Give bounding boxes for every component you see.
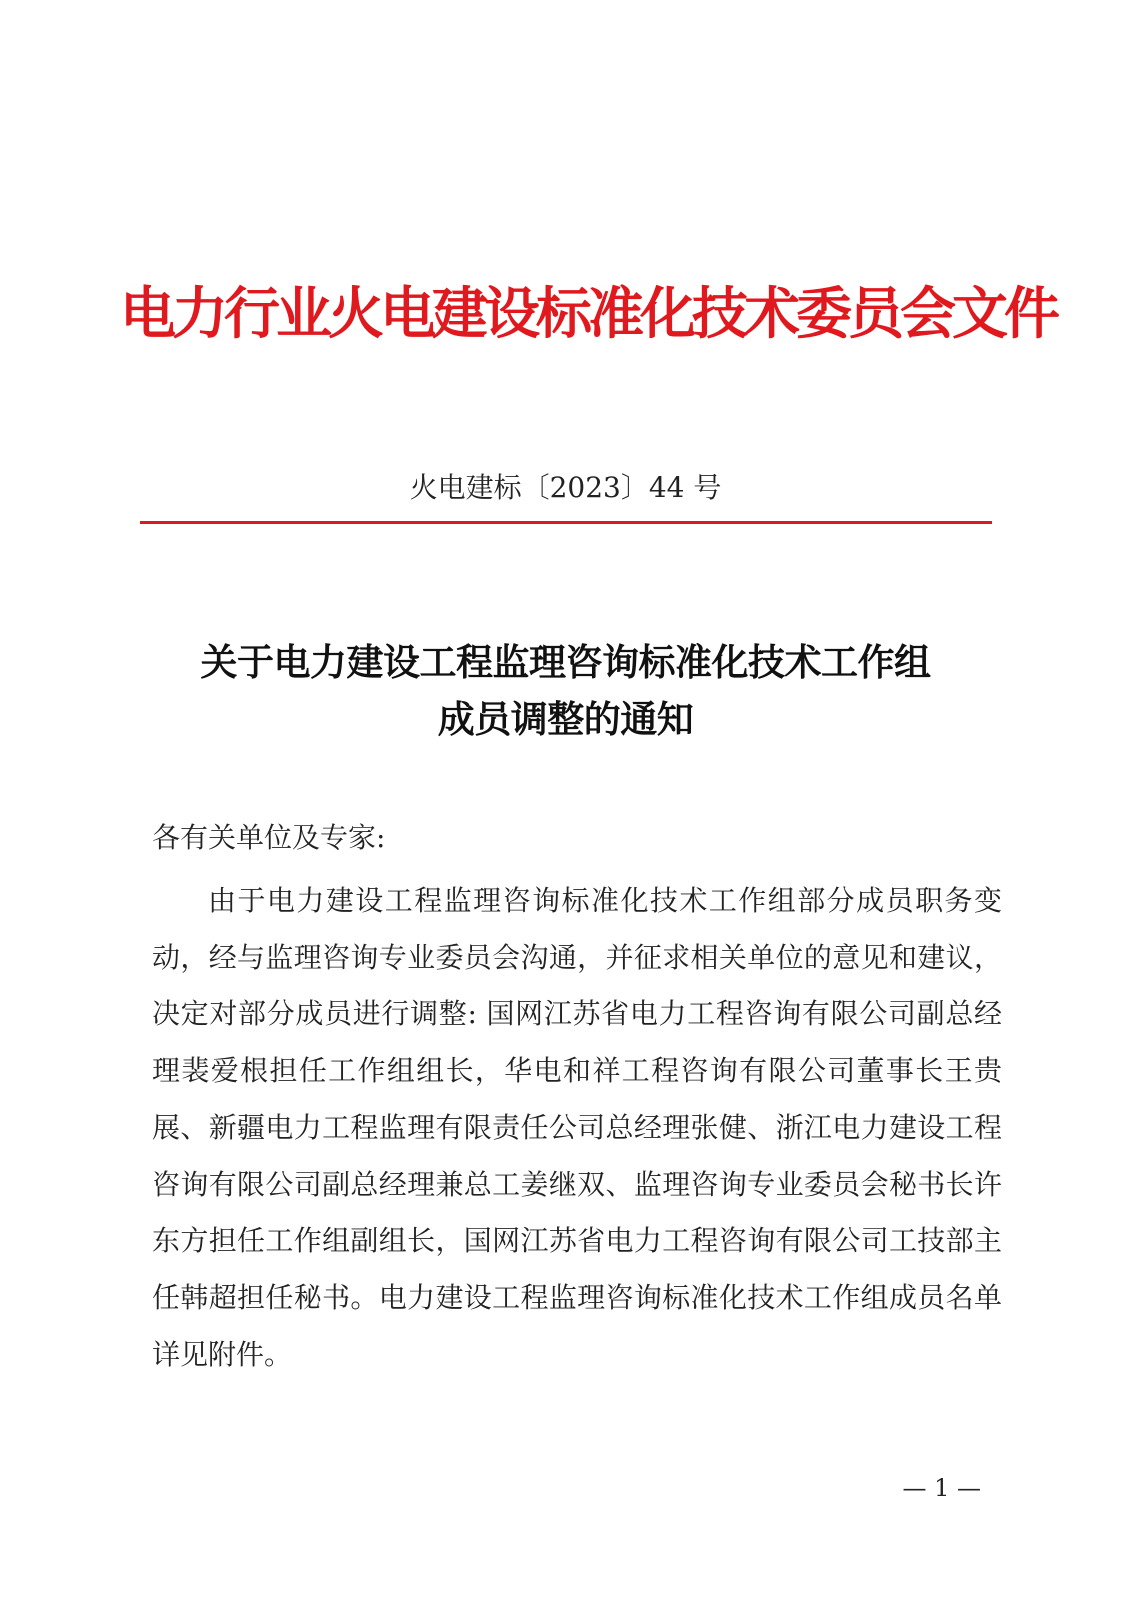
notice-title-line-1: 关于电力建设工程监理咨询标准化技术工作组 xyxy=(200,640,931,684)
document-number: 火电建标〔2023〕44 号 xyxy=(409,471,722,504)
page-number: — 1 — xyxy=(902,1474,981,1502)
masthead-title: 电力行业火电建设标准化技术委员会文件 xyxy=(120,281,1056,347)
salutation: 各有关单位及专家: xyxy=(152,821,386,854)
notice-title-line-2: 成员调整的通知 xyxy=(437,697,694,741)
body-paragraph: 由于电力建设工程监理咨询标准化技术工作组部分成员职务变动，经与监理咨询专业委员会沟通，并征求相关单位的意见和建议，决定对部分成员进行调整: 国网江苏省电力工程咨询有限公司副总经理裴爱根担任工作组组长，华电和祥工程咨询有限公司董事长王贵展、新疆电力工程监理有限责任公司总经理张健、浙江电力建设工程咨询有限公司副总经理兼总工姜继双、监理咨询专业委员会秘书长许东方担任工作组副组长，国网江苏省电力工程咨询有限公司工技部主任韩超担任秘书。电力建设工程监理咨询标准化技术工作组成员名单详见附件。 xyxy=(152,884,1002,1371)
red-divider-line xyxy=(140,521,992,524)
notice-title xyxy=(120,634,1011,748)
